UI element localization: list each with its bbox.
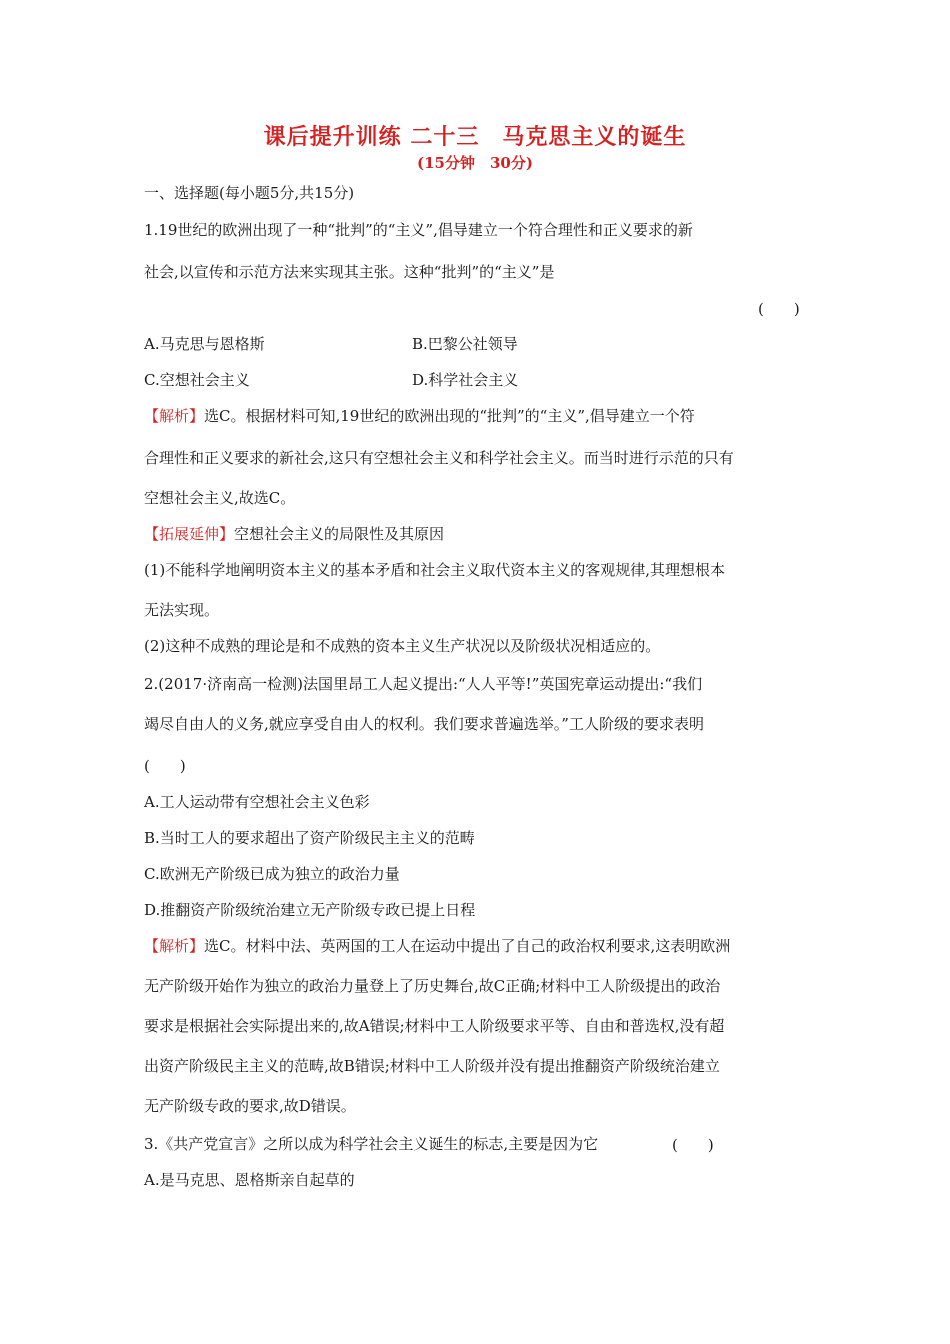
q2-option-c: C.欧洲无产阶级已成为独立的政治力量 [144,865,400,883]
q2-analysis-line2: 无产阶级开始作为独立的政治力量登上了历史舞台,故C正确;材料中工人阶级提出的政治 [144,977,721,995]
q2-option-a: A.工人运动带有空想社会主义色彩 [144,793,370,811]
section-heading: 一、选择题(每小题5分,共15分) [144,184,355,202]
q1-option-c: C.空想社会主义 [144,371,250,389]
q3-option-a: A.是马克思、恩格斯亲自起草的 [144,1171,355,1189]
q2-stem-line1: 2.(2017·济南高一检测)法国里昂工人起义提出:“人人平等!”英国宪章运动提出:“我们 [144,675,703,693]
q1-analysis-line2: 合理性和正义要求的新社会,这只有空想社会主义和科学社会主义。而当时进行示范的只有 [144,449,734,467]
q1-analysis-text1: 选C。根据材料可知,19世纪的欧洲出现的“批判”的“主义”,倡导建立一个符 [204,407,695,425]
analysis-tag: 【解析】 [144,407,205,425]
q1-stem-line1: 1.19世纪的欧洲出现了一种“批判”的“主义”,倡导建立一个符合理性和正义要求的新 [144,221,693,239]
q1-extension-point2: (2)这种不成熟的理论是和不成熟的资本主义生产状况以及阶级状况相适应的。 [144,637,661,655]
q2-analysis-line3: 要求是根据社会实际提出来的,故A错误;材料中工人阶级要求平等、自由和普选权,没有超 [144,1017,725,1035]
analysis-tag: 【解析】 [144,937,205,955]
q2-option-d: D.推翻资产阶级统治建立无产阶级专政已提上日程 [144,901,476,919]
q1-option-b: B.巴黎公社领导 [412,335,518,353]
q1-option-d: D.科学社会主义 [412,371,519,389]
q1-extension-heading [144,524,444,544]
page-title: 课后提升训练 二十三 马克思主义的诞生 [263,124,687,150]
extension-title: 空想社会主义的局限性及其原因 [234,525,445,543]
q3-answer-blank: ( ) [672,1136,714,1154]
q2-option-b: B.当时工人的要求超出了资产阶级民主主义的范畴 [144,829,475,847]
q2-analysis-line4: 出资产阶级民主主义的范畴,故B错误;材料中工人阶级并没有提出推翻资产阶级统治建立 [144,1057,720,1075]
q2-analysis-text1: 选C。材料中法、英两国的工人在运动中提出了自己的政治权利要求,这表明欧洲 [204,937,731,955]
page-subtitle: (15分钟 30分) [417,154,533,172]
q1-analysis-line3: 空想社会主义,故选C。 [144,489,296,507]
q1-stem-line2: 社会,以宣传和示范方法来实现其主张。这种“批判”的“主义”是 [144,263,555,281]
q1-option-a: A.马克思与恩格斯 [144,335,265,353]
q2-analysis-line5: 无产阶级专政的要求,故D错误。 [144,1097,356,1115]
q3-stem: 3.《共产党宣言》之所以成为科学社会主义诞生的标志,主要是因为它 [144,1135,599,1153]
q2-analysis-line1 [144,936,730,956]
extension-tag: 【拓展延伸】 [144,525,235,543]
q2-stem-line2: 竭尽自由人的义务,就应享受自由人的权利。我们要求普遍选举。”工人阶级的要求表明 [144,715,704,733]
q1-extension-point1-line2: 无法实现。 [144,601,220,619]
q1-answer-blank: ( ) [758,300,800,318]
q2-answer-blank: ( ) [144,757,186,775]
q1-extension-point1-line1: (1)不能科学地阐明资本主义的基本矛盾和社会主义取代资本主义的客观规律,其理想根本 [144,561,726,579]
q1-analysis-line1 [144,406,695,426]
